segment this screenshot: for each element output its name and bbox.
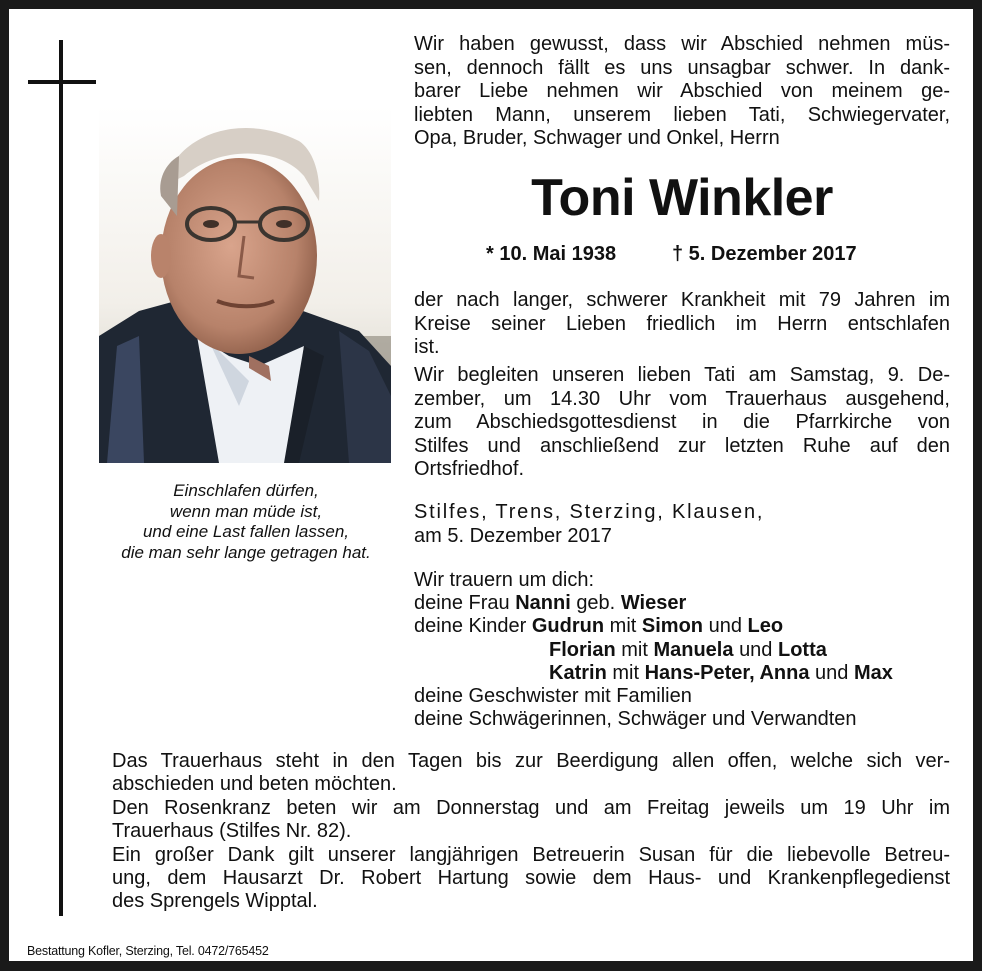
funeral-home-imprint: Bestattung Kofler, Sterzing, Tel. 0472/765452 [27,944,269,958]
places: Stilfes, Trens, Sterzing, Klausen, [414,501,765,523]
label: deine Kinder [414,615,527,638]
grandchild-name: Leo [747,615,784,638]
notice-date: am 5. Dezember 2017 [414,524,612,547]
paragraph-line: Wir begleiten unseren lieben Tati am Samstag, 9. De- [414,364,950,386]
paragraph-line: zum Abschiedsgottesdienst in die Pfarrkirche von [414,411,950,433]
birth-date: * 10. Mai 1938 [486,243,617,265]
paragraph-line: zember, um 14.30 Uhr vom Trauerhaus ausgehend, [414,387,950,410]
child-name: Gudrun [531,615,605,638]
intro-line: Opa, Bruder, Schwager und Onkel, Herrn [414,127,780,149]
paragraph-line: Stilfes und anschließend zur letzten Ruhe auf den [414,434,950,457]
quote-line: und eine Last fallen lassen, [142,522,350,541]
footer-line: abschieden und beten möchten. [112,773,397,796]
paragraph-line: der nach langer, schwerer Krankheit mit 79 Jahren im [414,289,950,311]
label: geb. [576,592,616,615]
mourners-heading: Wir trauern um dich: [414,569,595,591]
wife-name: Nanni [515,592,571,615]
death-date: † 5. Dezember 2017 [672,243,857,265]
quote-line: Einschlafen dürfen, [173,481,319,500]
quote-line: wenn man müde ist, [169,501,323,521]
obituary-card [9,9,973,961]
portrait-photo [99,106,391,463]
label: und [708,615,742,638]
quote-line: die man sehr lange getragen hat. [121,542,371,562]
intro-line: sen, dennoch fällt es uns unsagbar schwer. In dank- [414,56,950,79]
intro-line: liebten Mann, unserem lieben Tati, Schwiegervater, [414,103,950,126]
partner-name: Manuela [653,638,734,661]
paragraph-line: Kreise seiner Lieben friedlich im Herrn entschlafen [414,312,950,335]
footer-line: des Sprengels Wipptal. [112,890,318,913]
intro-paragraph [414,33,950,151]
intro-line: barer Liebe nehmen wir Abschied von meinem ge- [414,80,950,102]
label: mit [621,638,648,661]
partner-name: Hans-Peter, Anna [644,661,810,684]
partner-name: Simon [641,615,704,638]
grandchild-name: Max [853,661,893,684]
mourners-list [414,569,973,731]
place-date [414,501,824,548]
intro-line: Wir haben gewusst, dass wir Abschied nehmen müs- [414,33,950,55]
paragraph-line: ist. [414,336,440,358]
closing-notes [112,750,950,914]
label: deine Frau [414,592,510,615]
cross-icon [59,40,63,916]
mourner-siblings: deine Geschwister mit Familien [414,685,692,708]
child-name: Katrin [549,661,607,684]
footer-line: Das Trauerhaus steht in den Tagen bis zur Beerdigung allen offen, welche sich ver- [112,750,950,772]
mourner-children [414,639,973,662]
label: mit [609,615,637,638]
mourner-wife [414,592,973,615]
death-paragraph [414,289,950,360]
label: und [815,661,849,684]
funeral-paragraph [414,364,950,482]
memorial-quote [101,481,391,563]
cross-icon-bar [28,80,96,84]
label: mit [612,661,640,684]
footer-line: Den Rosenkranz beten wir am Donnerstag und am Freitag jeweils um 19 Uhr im [112,796,950,819]
grandchild-name: Lotta [778,638,827,661]
mourner-in-laws: deine Schwägerinnen, Schwäger und Verwandten [414,708,857,731]
footer-line: ung, dem Hausarzt Dr. Robert Hartung sowie dem Haus- und Krankenpflegedienst [112,867,950,890]
child-name: Florian [549,638,616,661]
deceased-name: Toni Winkler [531,169,833,227]
paragraph-line: Ortsfriedhof. [414,458,525,480]
maiden-name: Wieser [620,592,687,615]
footer-line: Ein großer Dank gilt unserer langjährigen Betreuerin Susan für die liebevolle Betreu- [112,843,950,866]
label: und [739,638,773,661]
footer-line: Trauerhaus (Stilfes Nr. 82). [112,820,352,843]
mourner-children [414,662,973,685]
mourner-children [414,615,973,638]
